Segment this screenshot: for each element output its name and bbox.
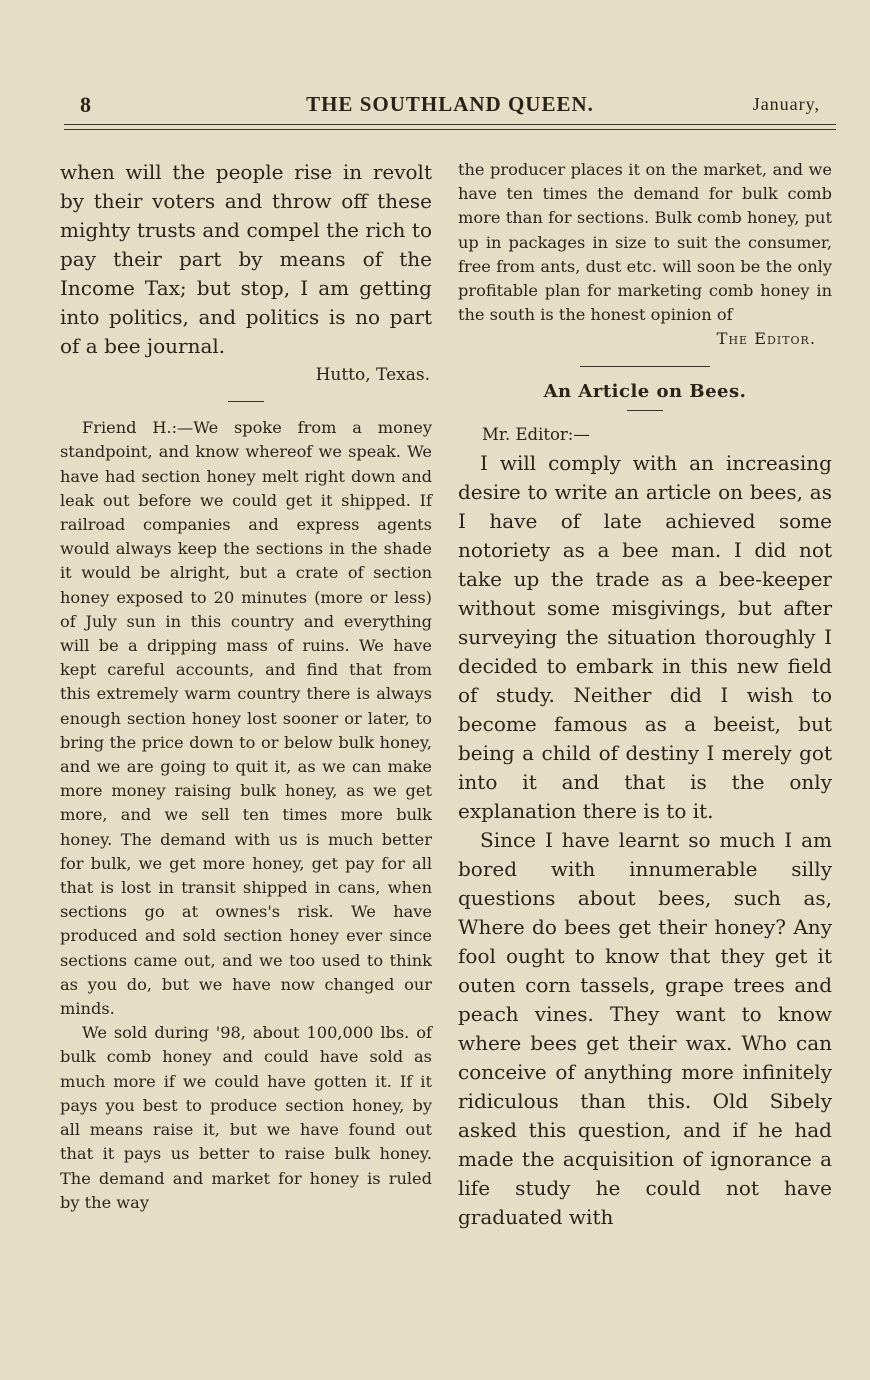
editor-reply-continued: the producer places it on the market, and we have ten times the demand for bulk comb more than for sections. Bulk comb honey, put up in packages in size to suit the consumer, free from ants, dust etc. will soon be the only profitable plan for marketing comb honey in the south is the honest opinion of [458, 160, 832, 325]
article-divider [580, 366, 710, 367]
issue-month: January, [752, 94, 820, 114]
left-column [60, 158, 432, 1215]
journal-title: THE SOUTHLAND QUEEN. [306, 92, 594, 116]
editor-reply-paragraph-1: Friend H.:—We spoke from a money standpoint, and know whereof we speak. We have had section honey melt right down and leak out before we could get it shipped. If railroad companies and express agents would always keep the sections in the shade it would be alright, but a crate of section honey exposed to 20 minutes (more or less) of July sun in this country and everything will be a dripping mass of ruins. We have kept careful accounts, and find that from this extremely warm country there is always enough section honey lost sooner or later, to bring the price down to or below bulk honey, and we are going to quit it, as we can make more money raising bulk honey, as we get more, and we sell ten times more bulk honey. The demand with us is much better for bulk, we get more honey, get pay for all that is lost in transit shipped in cans, when sections go at ownes's risk. We have produced and sold section honey ever since sections came out, and we too used to think as you do, but we have now changed our minds. [60, 418, 432, 1019]
article-salutation: Mr. Editor:— [482, 424, 590, 444]
editor-signature: The Editor. [716, 329, 816, 349]
letter-signoff: Hutto, Texas. [315, 365, 430, 385]
section-divider [228, 401, 264, 402]
article-paragraph-2: Since I have learnt so much I am bored with innumerable silly questions about bees, such as, Where do bees get their honey? Any fool ought to know that they get it outen corn tassels, grape trees and peach vines. They want to know where bees get their wax. Who can conceive of anything more infinitely ridiculous than this. Old Sibely asked this question, and if he had made the acquisition of ignorance a life study he could not have graduated with [458, 827, 832, 1229]
intro-paragraph: when will the people rise in revolt by their voters and throw off these mighty trusts and compel the rich to pay their part by means of the Income Tax; but stop, I am getting into politics, and politics is no part of a bee journal. [60, 160, 432, 358]
page-number: 8 [80, 92, 91, 117]
editor-reply-paragraph-2: We sold during '98, about 100,000 lbs. of bulk comb honey and could have sold as much more if we could have gotten it. If it pays you best to produce section honey, by all means raise it, but we have found out that it pays us better to raise bulk honey. The demand and market for honey is ruled by the way [60, 1023, 432, 1212]
header-rule-lower [64, 129, 836, 130]
title-divider [627, 410, 663, 411]
page-header [80, 92, 820, 122]
article-paragraph-1: I will comply with an increasing desire to write an article on bees, as I have of late achieved some notoriety as a bee man. I did not take up the trade as a bee-keeper without some misgivings, but after surveying the situation thoroughly I decided to embark in this new field of study. Neither did I wish to become famous as a beeist, but being a child of destiny I merely got into it and that is the only explanation there is to it. [458, 450, 832, 823]
article-title: An Article on Bees. [543, 380, 747, 402]
header-rule [64, 124, 836, 125]
right-column [458, 158, 832, 1232]
